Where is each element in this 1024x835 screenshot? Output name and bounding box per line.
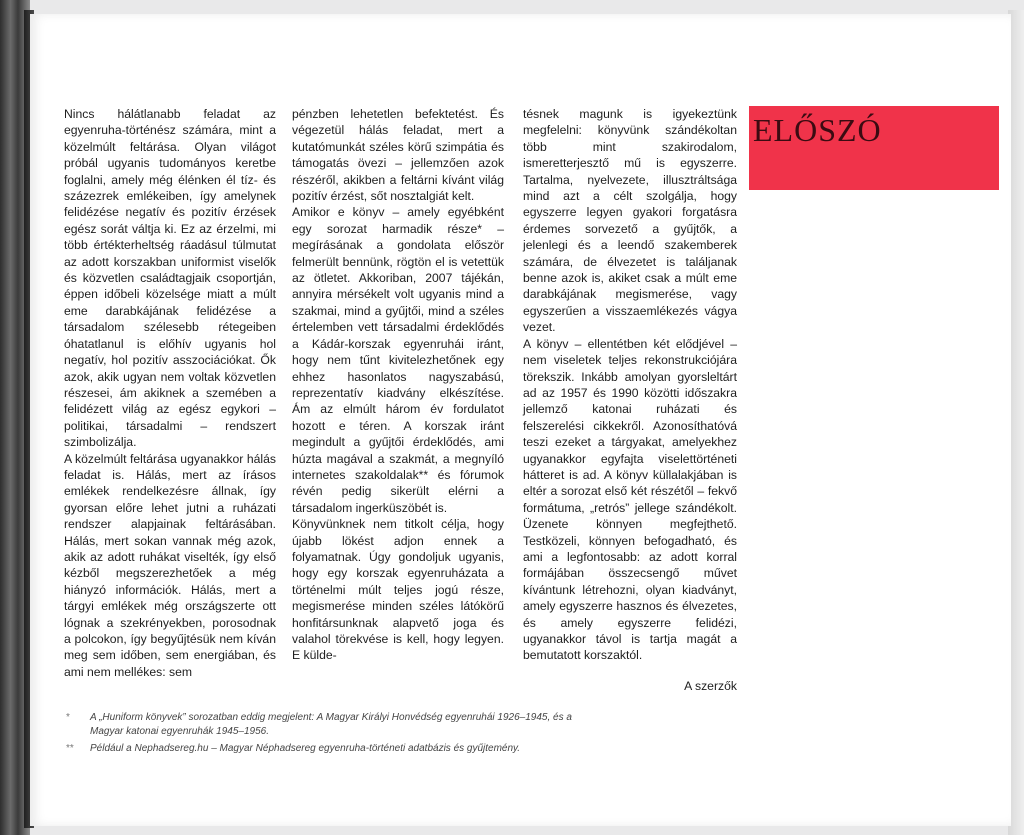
text-column-2 [292, 106, 504, 664]
paragraph: A könyv – ellentétben két elődjével – nem viseletek teljes rekonstrukciójára törekszik. Inkább amolyan gyorsleltárt ad az 1957 és 1990 közötti időszakra jellemző katonai ruházati és felszerelési cikkekről. Azonosíthatóvá teszi ezeket a tárgyakat, amelyekhez ugyanakkor egyfajta viselettörténeti hátteret is ad. A könyv küllalakjában is eltér a sorozat első két részétől – fekvő formátuma, „retrós” jellege szándékolt. Üzenete könnyen megfejthető. Testközeli, könnyen befogadható, és ami a legfontosabb: az adott korral formájában összecsengő művet kívántunk létrehozni, olyan kiadványt, amely egyszerre hasznos és élvezetes, és amely egyszerre felidézi, ugyanakkor távol is tartja magát a bemutatott korszaktól. [523, 336, 737, 663]
paragraph: tésnek magunk is igyekeztünk megfelelni: könyvünk szándékoltan több mint szakirodalom, ismeretterjesztő mű is egyszerre. Tartalma, nyelvezete, illusztráltsága mind azt a célt szolgálja, hogy egyszerre legyen gyakori forgatásra érdemes sorvezető a gyűjtők, a jelenlegi és a leendő szakemberek számára, de élvezetet is találjanak benne azok is, akiket csak a múlt eme darabkájának megismerése, vagy egyszerűen a visszaemlékezés vágya vezet. [523, 107, 737, 335]
footnote-text: A „Huniform könyvek” sorozatban eddig megjelent: A Magyar Királyi Honvédség egyenruhái 1926–1945, és a Magyar katonai egyenruhák 1945–1956. [90, 712, 572, 737]
footnote [66, 711, 606, 738]
text-column-3 [523, 106, 737, 694]
footnote-mark: ** [66, 743, 74, 754]
paragraph: pénzben lehetetlen befektetést. És végezetül hálás feladat, mert a kutatómunkát széles körű szimpátia és támogatás övezi – jellemzően azok részéről, akikben a feltárni kívánt világ pozitív érzést, sőt nosztalgiát kelt. [292, 107, 504, 204]
text-column-1 [64, 106, 276, 680]
footnote [66, 742, 606, 756]
paragraph: Amikor e könyv – amely egyébként egy sorozat harmadik része* – megírásának a gondolata először felmerült bennünk, rögtön el is vetettük az ötletet. Akkoriban, 2007 tájékán, annyira mérsékelt volt ugyanis mind a szakmai, mind a gyűjtői, mind a széles értelemben vett társadalmi érdeklődés a Kádár-korszak egyenruhái iránt, hogy nem tűnt kivitelezhetőnek egy ehhez hasonlatos nagyszabású, reprezentatív kiadvány elkészítése. Ám az elmúlt három év fordulatot hozott e téren. A korszak iránt megindult a gyűjtői érdeklődés, ami húzta magával a szakmát, a megnyíló internetes szakoldalak** és fórumok révén pedig sikerült elérni a társadalom ingerküszöbét is. [292, 205, 504, 515]
page-title: ELŐSZÓ [753, 112, 882, 148]
paragraph: Nincs hálátlanabb feladat az egyenruha-történész számára, mint a közelmúlt feltárása. Olyan világot próbál ugyanis tudományos keretbe foglalni, amely még élénken él tíz- és százezrek emlékeiben, így amelynek felidézése negatív és pozitív érzések egész sorát váltja ki. Ez az érzelmi, mi több értékterheltség ráadásul túlmutat az adott korszakban uniformist viselők és közvetlen családtagjaik csoportján, éppen időbeli közelsége miatt a múlt eme darabkájának felidézése a társadalom szélesebb rétegeiben óhatatlanul is előhív ugyanis hol negatív, hol pozitív asszociációkat. Ők azok, akik ugyan nem voltak közvetlen részesei, ám akiknek a szemében a felidézett világ az egész egykori – politikai, társadalmi – rendszert szimbolizálja. [64, 107, 276, 450]
signature: A szerzők [684, 678, 737, 693]
paragraph: Könyvünknek nem titkolt célja, hogy újabb lökést adjon ennek a folyamatnak. Úgy gondoljuk ugyanis, hogy egy korszak egyenruházata a történelmi múlt teljes jogú része, megismerése minden széles látókörű honfitársunknak alapvető joga és valahol törekvése is kell, hogy legyen. E külde- [292, 517, 504, 663]
heading-banner [749, 106, 999, 190]
paragraph: A közelmúlt feltárása ugyanakkor hálás feladat is. Hálás, mert az írásos emlékek rendelkezésre állnak, így gyorsan előre lehet jutni a ruházati rendszer alapjainak feltárásában. Hálás, mert sokan vannak még azok, akik az adott ruhákat viselték, így első kézből megszerezhetőek a még hiányzó információk. Hálás, mert a tárgyi emlékek még országszerte ott lógnak a szekrényekben, porosodnak a polcokon, így begyűjtésük nem kíván meg sem időben, sem energiában, és ami nem mellékes: sem [64, 451, 276, 679]
footnotes [66, 711, 606, 760]
footnote-text: Például a Nephadsereg.hu – Magyar Néphadsereg egyenruha-történeti adatbázis és gyűjtemény. [90, 743, 521, 754]
footnote-mark: * [66, 712, 70, 723]
